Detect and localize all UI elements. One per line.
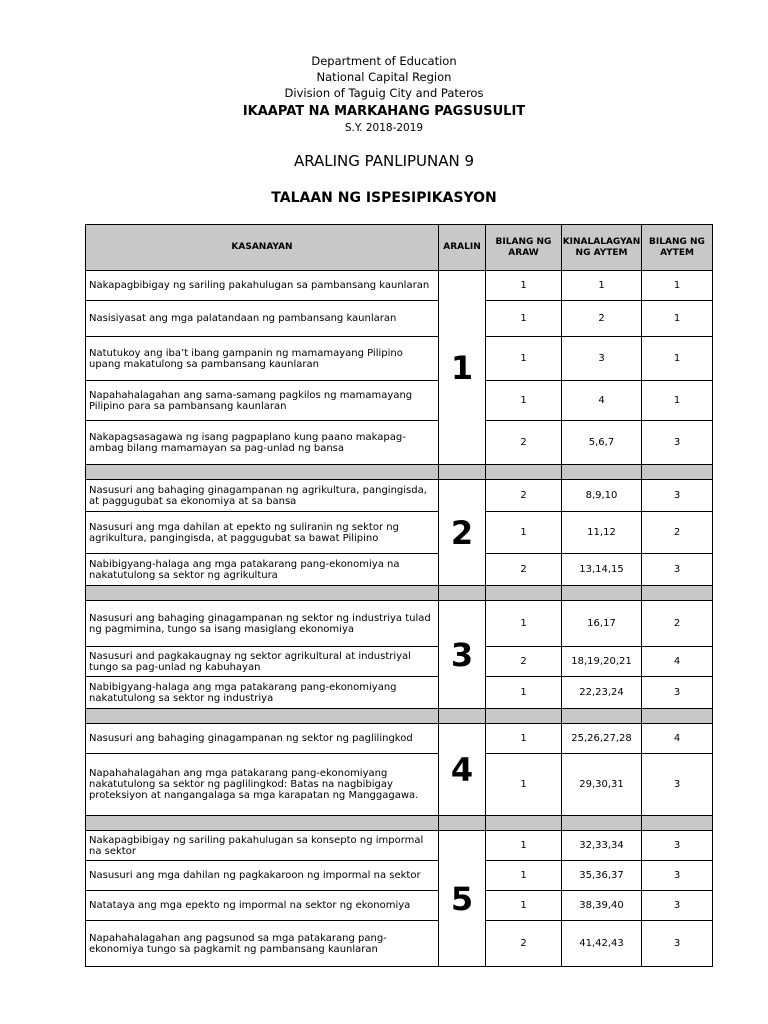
separator-cell (86, 465, 439, 480)
days-cell: 1 (486, 754, 562, 816)
competency-cell: Napahahalagahan ang pagsunod sa mga patakarang pang-ekonomiya tungo sa pagkamit ng pambansang kaunlaran (86, 921, 439, 967)
lesson-number-cell: 2 (439, 480, 486, 586)
competency-cell: Natataya ang mga epekto ng impormal na sektor ng ekonomiya (86, 891, 439, 921)
separator-cell (486, 586, 562, 601)
header-bilang-aytem: BILANG NG AYTEM (642, 225, 713, 271)
separator-row (86, 816, 713, 831)
item-count-cell: 2 (642, 512, 713, 554)
table-row (86, 601, 713, 647)
days-cell: 2 (486, 921, 562, 967)
days-cell: 1 (486, 891, 562, 921)
item-count-cell: 3 (642, 861, 713, 891)
days-cell: 2 (486, 647, 562, 677)
table-header-row (86, 225, 713, 271)
competency-cell: Natutukoy ang iba’t ibang gampanin ng mamamayang Pilipino upang makatulong sa pambansang kaunlaran (86, 337, 439, 381)
item-count-cell: 1 (642, 337, 713, 381)
item-placement-cell: 32,33,34 (562, 831, 642, 861)
item-placement-cell: 8,9,10 (562, 480, 642, 512)
department-name: Department of Education (311, 54, 457, 68)
separator-row (86, 465, 713, 480)
item-count-cell: 3 (642, 831, 713, 861)
days-cell: 2 (486, 554, 562, 586)
table-row (86, 271, 713, 301)
table-row (86, 921, 713, 967)
separator-cell (486, 816, 562, 831)
item-placement-cell: 35,36,37 (562, 861, 642, 891)
separator-cell (642, 586, 713, 601)
item-count-cell: 3 (642, 554, 713, 586)
days-cell: 1 (486, 271, 562, 301)
table-row (86, 480, 713, 512)
item-placement-cell: 41,42,43 (562, 921, 642, 967)
days-cell: 1 (486, 337, 562, 381)
days-cell: 1 (486, 512, 562, 554)
competency-cell: Nasusuri ang bahaging ginagampanan ng sektor ng paglilingkod (86, 724, 439, 754)
item-count-cell: 4 (642, 647, 713, 677)
item-count-cell: 1 (642, 381, 713, 421)
item-placement-cell: 18,19,20,21 (562, 647, 642, 677)
separator-cell (642, 816, 713, 831)
competency-cell: Nasusuri ang bahaging ginagampanan ng sektor ng industriya tulad ng pagmimina, tungo sa isang masiglang ekonomiya (86, 601, 439, 647)
item-count-cell: 4 (642, 724, 713, 754)
item-count-cell: 2 (642, 601, 713, 647)
table-row (86, 337, 713, 381)
school-year: S.Y. 2018-2019 (344, 122, 424, 134)
item-placement-cell: 1 (562, 271, 642, 301)
competency-cell: Nasusuri and pagkakaugnay ng sektor agrikultural at industriyal tungo sa pag-unlad ng kabuhayan (86, 647, 439, 677)
table-row (86, 381, 713, 421)
lesson-number-cell: 3 (439, 601, 486, 709)
header-kasanayan: KASANAYAN (86, 225, 439, 271)
days-cell: 1 (486, 601, 562, 647)
lesson-number-cell: 5 (439, 831, 486, 967)
separator-cell (86, 586, 439, 601)
subject-title: ARALING PANLIPUNAN 9 (293, 152, 475, 170)
item-placement-cell: 2 (562, 301, 642, 337)
item-placement-cell: 16,17 (562, 601, 642, 647)
competency-cell: Nabibigyang-halaga ang mga patakarang pang-ekonomiya na nakatutulong sa sektor ng agrikultura (86, 554, 439, 586)
competency-cell: Nakapagbibigay ng sariling pakahulugan sa pambansang kaunlaran (86, 271, 439, 301)
competency-cell: Nabibigyang-halaga ang mga patakarang pang-ekonomiyang nakatutulong sa sektor ng industriya (86, 677, 439, 709)
separator-row (86, 709, 713, 724)
item-count-cell: 3 (642, 891, 713, 921)
separator-cell (439, 816, 486, 831)
item-count-cell: 3 (642, 677, 713, 709)
table-row (86, 831, 713, 861)
item-count-cell: 1 (642, 271, 713, 301)
separator-cell (486, 465, 562, 480)
item-count-cell: 3 (642, 754, 713, 816)
separator-cell (86, 709, 439, 724)
separator-cell (562, 465, 642, 480)
region-name: National Capital Region (316, 70, 452, 84)
lesson-number-cell: 1 (439, 271, 486, 465)
table-row (86, 421, 713, 465)
table-row (86, 301, 713, 337)
separator-cell (562, 709, 642, 724)
competency-cell: Nasusuri ang bahaging ginagampanan ng agrikultura, pangingisda, at paggugubat sa ekonomiya at sa bansa (86, 480, 439, 512)
item-count-cell: 1 (642, 301, 713, 337)
item-placement-cell: 29,30,31 (562, 754, 642, 816)
item-placement-cell: 22,23,24 (562, 677, 642, 709)
separator-cell (439, 465, 486, 480)
separator-cell (562, 586, 642, 601)
competency-cell: Nasisiyasat ang mga palatandaan ng pambansang kaunlaran (86, 301, 439, 337)
division-name: Division of Taguig City and Pateros (284, 86, 484, 100)
item-placement-cell: 3 (562, 337, 642, 381)
item-placement-cell: 25,26,27,28 (562, 724, 642, 754)
item-placement-cell: 13,14,15 (562, 554, 642, 586)
lesson-number-cell: 4 (439, 724, 486, 816)
days-cell: 1 (486, 831, 562, 861)
competency-cell: Nasusuri ang mga dahilan ng pagkakaroon ng impormal na sektor (86, 861, 439, 891)
specification-table (85, 224, 713, 967)
competency-cell: Nakapagbibigay ng sariling pakahulugan sa konsepto ng impormal na sektor (86, 831, 439, 861)
document-title: TALAAN NG ISPESIPIKASYON (271, 190, 497, 206)
competency-cell: Napahahalagahan ang sama-samang pagkilos ng mamamayang Pilipino para sa pambansang kaunlaran (86, 381, 439, 421)
header-bilang-araw: BILANG NG ARAW (486, 225, 562, 271)
table-row (86, 754, 713, 816)
table-row (86, 724, 713, 754)
separator-cell (642, 709, 713, 724)
item-placement-cell: 38,39,40 (562, 891, 642, 921)
separator-cell (439, 709, 486, 724)
separator-cell (86, 816, 439, 831)
item-placement-cell: 5,6,7 (562, 421, 642, 465)
separator-cell (642, 465, 713, 480)
item-count-cell: 3 (642, 921, 713, 967)
table-row (86, 677, 713, 709)
days-cell: 2 (486, 421, 562, 465)
competency-cell: Napahahalagahan ang mga patakarang pang-ekonomiyang nakatutulong sa sektor ng paglilingkod: Batas na nagbibigay proteksiyon at nangangalaga sa mga karapatan ng Manggagawa. (86, 754, 439, 816)
competency-cell: Nakapagsasagawa ng isang pagpaplano kung paano makapag-ambag bilang mamamayan sa pag-unlad ng bansa (86, 421, 439, 465)
days-cell: 2 (486, 480, 562, 512)
separator-cell (486, 709, 562, 724)
days-cell: 1 (486, 301, 562, 337)
separator-cell (439, 586, 486, 601)
table-row (86, 512, 713, 554)
days-cell: 1 (486, 381, 562, 421)
days-cell: 1 (486, 724, 562, 754)
days-cell: 1 (486, 861, 562, 891)
item-count-cell: 3 (642, 480, 713, 512)
table-row (86, 647, 713, 677)
table-row (86, 554, 713, 586)
table-row (86, 861, 713, 891)
table-row (86, 891, 713, 921)
competency-cell: Nasusuri ang mga dahilan at epekto ng suliranin ng sektor ng agrikultura, pangingisda, at paggugubat sa bawat Pilipino (86, 512, 439, 554)
item-count-cell: 3 (642, 421, 713, 465)
separator-cell (562, 816, 642, 831)
table-body (86, 271, 713, 967)
exam-title: IKAAPAT NA MARKAHANG PAGSUSULIT (242, 104, 526, 119)
item-placement-cell: 11,12 (562, 512, 642, 554)
separator-row (86, 586, 713, 601)
header-kinalalagyan: KINALALAGYAN NG AYTEM (562, 225, 642, 271)
header-aralin: ARALIN (439, 225, 486, 271)
days-cell: 1 (486, 677, 562, 709)
item-placement-cell: 4 (562, 381, 642, 421)
